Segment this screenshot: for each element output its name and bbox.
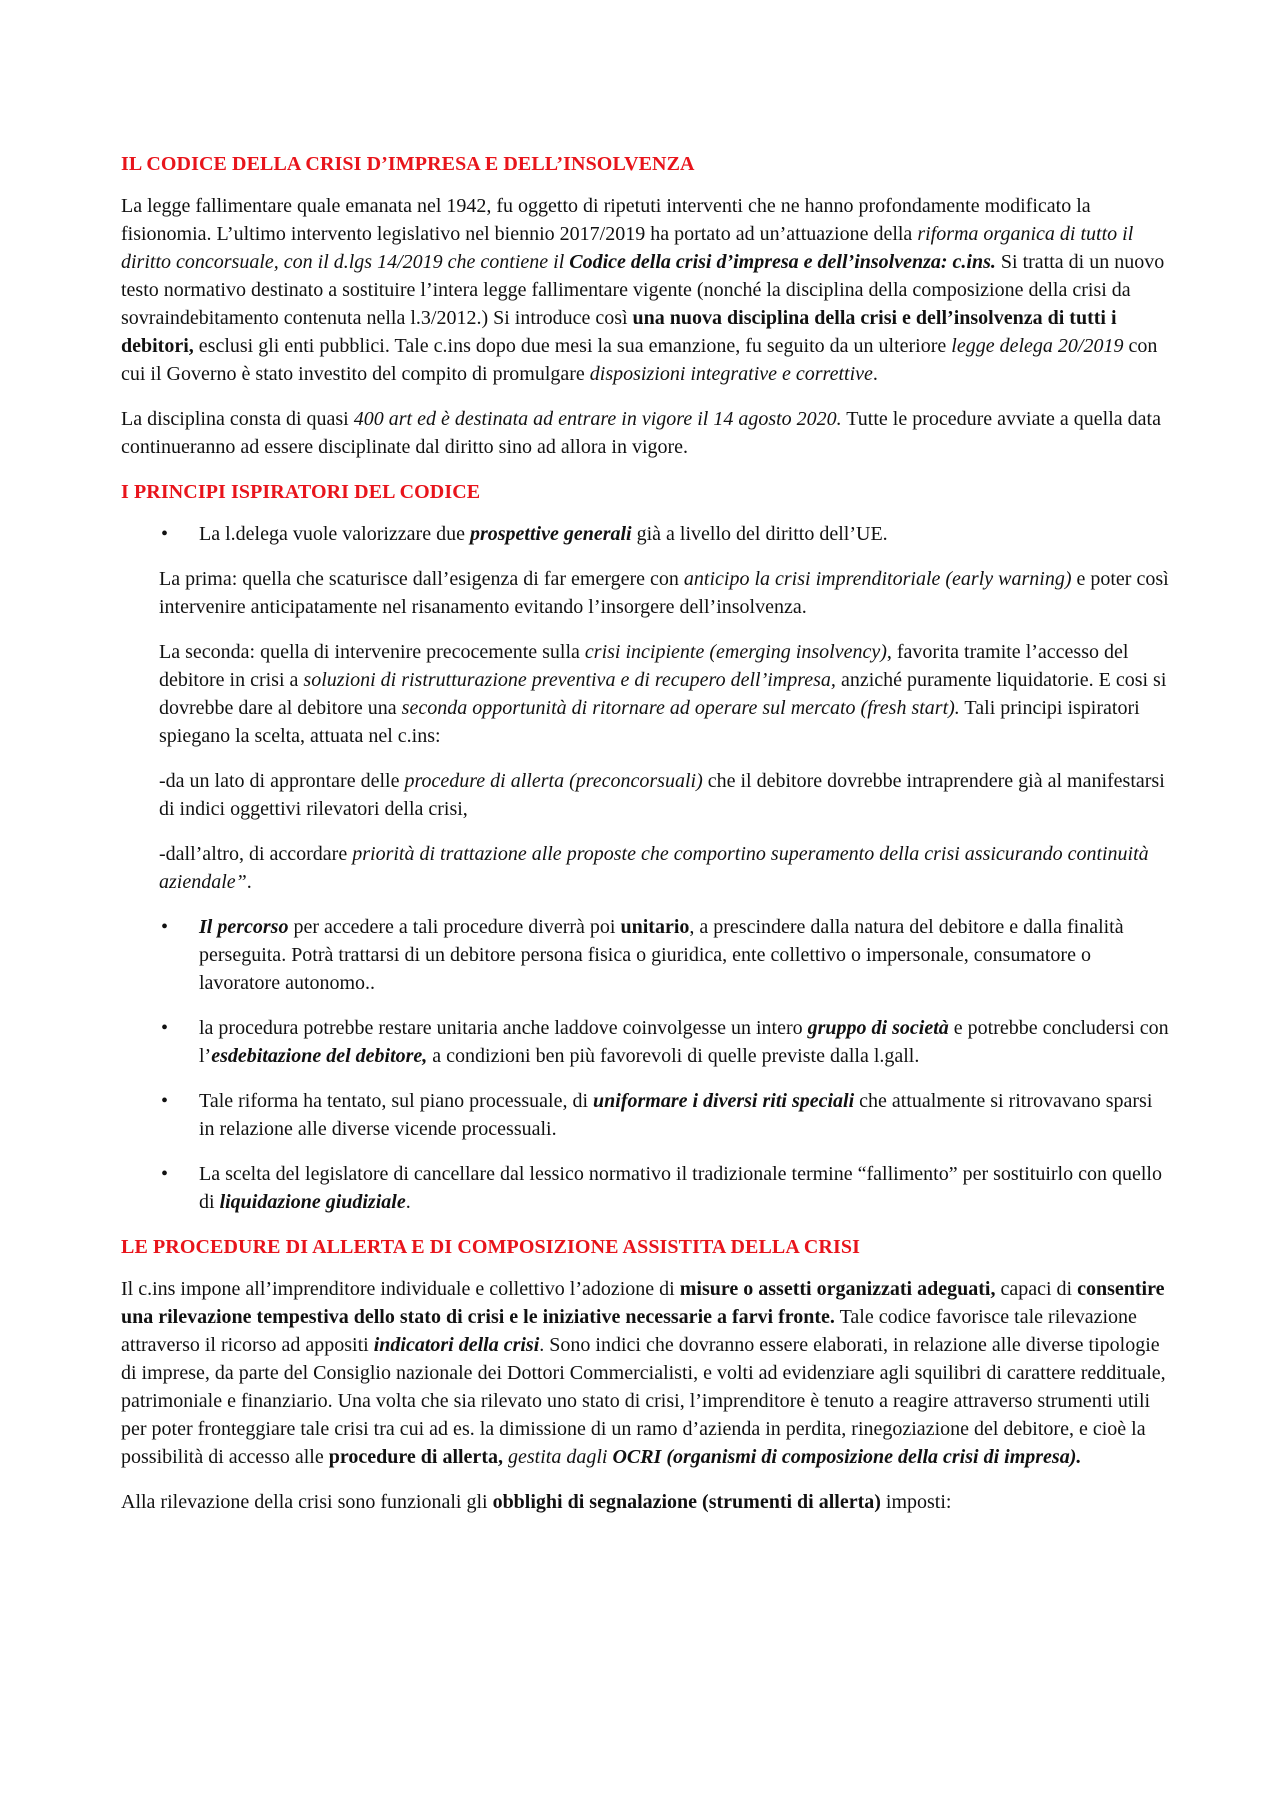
text-run: Tale codice favorisce tale rilevazione attraverso il ricorso ad appositi [121, 1306, 1137, 1356]
bullet-item [121, 913, 1171, 997]
text-run-italic: priorità di trattazione alle proposte che comportino superamento della crisi assicurando continuità aziendale” [159, 843, 1149, 893]
text-run-italic: soluzioni di ristrutturazione preventiva e di recupero dell’impresa, [303, 669, 836, 691]
text-run-italic: disposizioni integrative e correttive [589, 363, 873, 385]
text-run: Si tratta di un nuovo testo normativo destinato a sostituire l’intera legge fallimentare vigente (nonché la disciplina della composizione della crisi da sovraindebitamento contenuta nella l.3/2012.) Si introduce così [121, 251, 1165, 329]
text-run: capaci di [995, 1278, 1078, 1300]
text-run: imposti: [880, 1491, 952, 1513]
text-run: la procedura potrebbe restare unitaria anche laddove coinvolgesse un intero [199, 1017, 808, 1039]
text-run: Tutte le procedure avviate a quella data continueranno ad essere disciplinate dal diritto sino ad allora in vigore. [121, 408, 1161, 458]
text-run: . Sono indici che dovranno essere elaborati, in relazione alle diverse tipologie di imprese, da parte del Consiglio nazionale dei Dottori Commercialisti, e volti ad evidenziare agli squilibri di carattere reddituale, patrimoniale e finanziario. Una volta che sia rilevato uno stato di crisi, l’imprenditore è tenuto a reagire attraverso strumenti utili per poter fronteggiare tale crisi tra cui ad es. la dimissione di un ramo d’azienda in perdita, rinegoziazione del debitore, e cioè la possibilità di accesso alle [121, 1334, 1166, 1468]
text-run-bold: unitario [620, 916, 690, 938]
text-run: che il debitore dovrebbe intraprendere già al manifestarsi di indici oggettivi rilevatori della crisi, [159, 770, 1165, 820]
text-run: anziché puramente liquidatorie. E cosi si dovrebbe dare al debitore una [159, 669, 1167, 719]
text-run-bold-italic: prospettive generali [469, 523, 632, 545]
text-run: -da un lato di approntare delle [159, 770, 405, 792]
bullet-icon: • [161, 916, 169, 938]
text-run-italic: legge delega 20/2019 [951, 335, 1124, 357]
text-run-italic: anticipo la crisi imprenditoriale (early warning) [683, 568, 1072, 590]
text-run: La l.delega vuole valorizzare due [199, 523, 470, 545]
text-run-bold-italic: gruppo di società [807, 1017, 949, 1039]
text-run: Alla rilevazione della crisi sono funzionali gli [121, 1491, 493, 1513]
text-run-bold: una nuova disciplina della crisi e dell’insolvenza di tutti i debitori, [121, 307, 1117, 357]
text-run: La scelta del legislatore di cancellare dal lessico normativo il tradizionale termine “fallimento” per sostituirlo con quello di [199, 1163, 1162, 1213]
text-run-bold: obblighi di segnalazione (strumenti di allerta) [492, 1491, 881, 1513]
text-run: già a livello del diritto dell’UE. [631, 523, 888, 545]
text-run-bold-italic: indicatori della crisi [373, 1334, 540, 1356]
document-body [121, 150, 1171, 1533]
paragraph-legge-fallimentare [121, 192, 1171, 388]
text-run: La legge fallimentare quale emanata nel 1942, fu oggetto di ripetuti interventi che ne hanno profondamente modificato la fisionomia. L’ultimo intervento legislativo nel biennio 2017/2019 ha portato ad un’attuazione della [121, 195, 1091, 245]
text-run-italic: crisi incipiente (emerging insolvency) [584, 641, 887, 663]
text-run: e potrebbe concludersi con l’ [199, 1017, 1169, 1067]
bullet-item [121, 520, 1171, 548]
text-run: La seconda: quella di intervenire precocemente sulla [159, 641, 585, 663]
text-run-italic: seconda opportunità di ritornare ad operare sul mercato (fresh start). [401, 697, 960, 719]
paragraph-la-prima [159, 565, 1171, 621]
text-run-italic: 400 art ed è destinata ad entrare in vigore il 14 agosto 2020. [353, 408, 842, 430]
text-run: , a prescindere dalla natura del debitore e dalla finalità perseguita. Potrà trattarsi di un debitore persona fisica o giuridica, ente collettivo o impersonale, consumatore o lavoratore autonomo.. [199, 916, 1124, 994]
bullet-icon: • [161, 1163, 169, 1185]
paragraph-dall-altro [159, 840, 1171, 896]
text-run-bold-italic: esdebitazione del debitore, [211, 1045, 428, 1067]
text-run: La disciplina consta di quasi [121, 408, 354, 430]
bullet-item [121, 1014, 1171, 1070]
bullet-icon: • [161, 523, 169, 545]
text-run-bold: procedure di allerta, [328, 1446, 503, 1468]
text-run: con cui il Governo è stato investito del compito di promulgare [121, 335, 1158, 385]
text-run: Tali principi ispiratori spiegano la scelta, attuata nel c.ins: [159, 697, 1140, 747]
text-run-bold: consentire una rilevazione tempestiva dello stato di crisi e le iniziative necessarie a farvi fronte. [121, 1278, 1165, 1328]
text-run: a condizioni ben più favorevoli di quelle previste dalla l.gall. [427, 1045, 920, 1067]
section-heading-principi: I PRINCIPI ISPIRATORI DEL CODICE [121, 481, 481, 503]
section-heading-procedure-allerta: LE PROCEDURE DI ALLERTA E DI COMPOSIZIONE ASSISTITA DELLA CRISI [121, 1236, 860, 1258]
text-run-bold-italic: Codice della crisi d’impresa e dell’insolvenza: c.ins. [569, 251, 996, 273]
text-run: esclusi gli enti pubblici. Tale c.ins dopo due mesi la sua emanzione, fu seguito da un ulteriore [193, 335, 952, 357]
text-run: che attualmente si ritrovavano sparsi in relazione alle diverse vicende processuali. [199, 1090, 1153, 1140]
text-run: -dall’altro, di accordare [159, 843, 353, 865]
text-run-bold-italic: OCRI (organismi di composizione della crisi di impresa). [612, 1446, 1082, 1468]
text-run: per accedere a tali procedure diverrà poi [288, 916, 621, 938]
paragraph-disciplina [121, 405, 1171, 461]
text-run: . [405, 1191, 411, 1213]
text-run: e poter così intervenire anticipatamente nel risanamento evitando l’insorgere dell’insolvenza. [159, 568, 1169, 618]
text-run: . [872, 363, 878, 385]
paragraph-la-seconda [159, 638, 1171, 750]
bullet-item [121, 1160, 1171, 1216]
text-run: , favorita tramite l’accesso del debitore in crisi a [159, 641, 1129, 691]
text-run-bold-italic: Il percorso [199, 916, 289, 938]
text-run: La prima: quella che scaturisce dall’esigenza di far emergere con [159, 568, 684, 590]
text-run-bold-italic: uniformare i diversi riti speciali [593, 1090, 855, 1112]
paragraph-rilevazione-crisi [121, 1488, 1171, 1516]
text-run: . [246, 871, 252, 893]
section-heading-codice: IL CODICE DELLA CRISI D’IMPRESA E DELL’INSOLVENZA [121, 153, 695, 175]
text-run-italic: gestita dagli [507, 1446, 608, 1468]
text-run-italic: riforma organica di tutto il diritto concorsuale, con il d.lgs 14/2019 che contiene il [121, 223, 1134, 273]
text-run-italic: procedure di allerta (preconcorsuali) [404, 770, 703, 792]
paragraph-c-ins-impone [121, 1275, 1171, 1471]
text-run-bold-italic: liquidazione giudiziale [219, 1191, 406, 1213]
bullet-icon: • [161, 1017, 169, 1039]
text-run: Tale riforma ha tentato, sul piano processuale, di [199, 1090, 594, 1112]
paragraph-da-un-lato [159, 767, 1171, 823]
text-run-bold: misure o assetti organizzati adeguati, [679, 1278, 996, 1300]
text-run: Il c.ins impone all’imprenditore individuale e collettivo l’adozione di [121, 1278, 680, 1300]
bullet-icon: • [161, 1090, 169, 1112]
bullet-item [121, 1087, 1171, 1143]
